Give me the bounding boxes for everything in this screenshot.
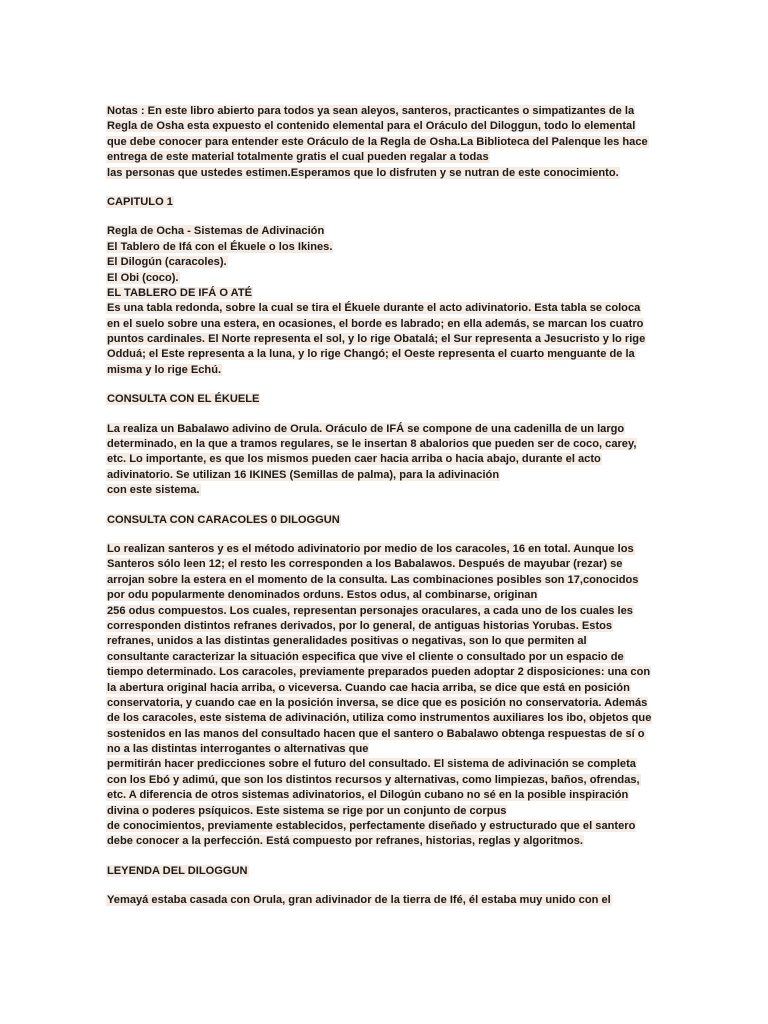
- text-line: corresponden distintos refranes derivados, por lo general, de antiguas historias Yorubas. Estos: [107, 619, 613, 632]
- text-line: Regla de Osha esta expuesto el contenido elemental para el Oráculo del Diloggun, todo lo elemental: [107, 120, 636, 133]
- text-line: Santeros sólo leen 12; el resto les corresponden a los Babalawos. Después de mayubar (rezar) se: [107, 558, 623, 571]
- document-page: [106, 104, 666, 909]
- text-line: en el suelo sobre una estera, en ocasiones, el borde es labrado; en ella además, se marcan los cuatro: [107, 317, 644, 330]
- text-line: Yemayá estaba casada con Orula, gran adivinador de la tierra de Ifé, él estaba muy unido con el: [107, 894, 611, 907]
- ekuele-paragraph: [106, 422, 666, 499]
- text-line: conservatoria, y cuando cae en la posición inversa, se dice que es posición no conservatoria. Además: [107, 696, 648, 709]
- text-line: no a las distintas interrogantes o alternativas que: [107, 743, 369, 756]
- text-line: refranes, unidos a las distintas generalidades positivas o negativas, son lo que permiten al: [107, 635, 587, 648]
- text-line: etc. Lo importante, es que los mismos pueden caer hacia arriba o hacia abajo, durante el acto: [107, 453, 601, 466]
- text-line: determinado, en la que a tramos regulares, se le insertan 8 abalorios que pueden ser de coco, carey,: [107, 438, 637, 451]
- text-line: las personas que ustedes estimen.Esperamos que lo disfruten y se nutran de este conocimiento.: [107, 166, 619, 179]
- text-line: etc. A diferencia de otros sistemas adivinatorios, el Dilogún cubano no sé en la posible inspiración: [107, 789, 629, 802]
- text-line: consultante caracterizar la situación especifica que vive el cliente o consultado por un espacio de: [107, 650, 624, 663]
- text-line: adivinatorio. Se utilizan 16 IKINES (Semillas de palma), para la adivinación: [107, 468, 500, 481]
- text-line: con este sistema.: [107, 484, 200, 497]
- section-heading: LEYENDA DEL DILOGGUN: [107, 864, 248, 877]
- text-line: El Obi (coco).: [107, 271, 179, 284]
- text-line: 256 odus compuestos. Los cuales, representan personajes oraculares, a cada uno de los cuales les: [107, 604, 633, 617]
- text-line: El Dilogún (caracoles).: [107, 256, 227, 269]
- text-line: entrega de este material totalmente gratis el cual pueden regalar a todas: [107, 151, 489, 164]
- notes-paragraph: [106, 104, 666, 181]
- text-line: Es una tabla redonda, sobre la cual se tira el Ékuele durante el acto adivinatorio. Esta tabla se coloca: [107, 302, 641, 315]
- text-line: con los Ebó y adimú, que son los distintos recursos y alternativas, como limpiezas, baños, ofrendas,: [107, 773, 640, 786]
- leyenda-paragraph: [106, 893, 666, 908]
- text-line: Odduá; el Este representa a la luna, y lo rige Changó; el Oeste representa el cuarto menguante de la: [107, 348, 635, 361]
- chapter-title: CAPITULO 1: [107, 195, 173, 208]
- text-line: puntos cardinales. El Norte representa el sol, y lo rige Obatalá; el Sur representa a Jesucristo y lo rige: [107, 333, 646, 346]
- text-line: Notas : En este libro abierto para todos ya sean aleyos, santeros, practicantes o simpatizantes de la: [107, 105, 635, 117]
- section-heading: CONSULTA CON EL ÉKUELE: [107, 393, 260, 406]
- text-line: debe conocer a la perfección. Está compuesto por refranes, historias, reglas y algoritmos.: [107, 835, 583, 848]
- text-line: por odu popularmente denominados orduns. Estos odus, al combinarse, originan: [107, 589, 538, 602]
- text-line: divina o poderes psíquicos. Este sistema se rige por un conjunto de corpus: [107, 804, 507, 817]
- text-line: de conocimientos, previamente establecidos, perfectamente diseñado y estructurado que el santero: [107, 820, 636, 833]
- text-line: Lo realizan santeros y es el método adivinatorio por medio de los caracoles, 16 en total. Aunque los: [107, 542, 634, 555]
- systems-paragraph: [106, 224, 666, 378]
- text-line: permitirán hacer predicciones sobre el futuro del consultado. El sistema de adivinación se completa: [107, 758, 636, 771]
- text-line: La realiza un Babalawo adivino de Orula. Oráculo de IFÁ se compone de una cadenilla de un largo: [107, 422, 625, 435]
- text-line: arrojan sobre la estera en el momento de la consulta. Las combinaciones posibles son 17,conocidos: [107, 573, 639, 586]
- text-line: de los caracoles, este sistema de adivinación, utiliza como instrumentos auxiliares los ibo, objetos que: [107, 712, 652, 725]
- text-line: tiempo determinado. Los caracoles, previamente preparados pueden adoptar 2 disposiciones: una con: [107, 666, 651, 679]
- text-line: sostenidos en las manos del consultado hacen que el santero o Babalawo obtenga respuestas de sí o: [107, 727, 645, 740]
- section-heading: EL TABLERO DE IFÁ O ATÉ: [107, 286, 253, 299]
- text-line: misma y lo rige Echú.: [107, 363, 222, 376]
- text-line: que debe conocer para entender este Oráculo de la Regla de Osha.La Biblioteca del Palenque les hace: [107, 135, 648, 148]
- text-line: la abertura original hacia arriba, o viceversa. Cuando cae hacia arriba, se dice que está en posición: [107, 681, 630, 694]
- section-heading: CONSULTA CON CARACOLES 0 DILOGGUN: [107, 513, 340, 526]
- text-line: El Tablero de Ifá con el Ékuele o los Ikines.: [107, 240, 333, 253]
- caracoles-paragraph: [106, 542, 666, 850]
- text-line: Regla de Ocha - Sistemas de Adivinación: [107, 225, 325, 238]
